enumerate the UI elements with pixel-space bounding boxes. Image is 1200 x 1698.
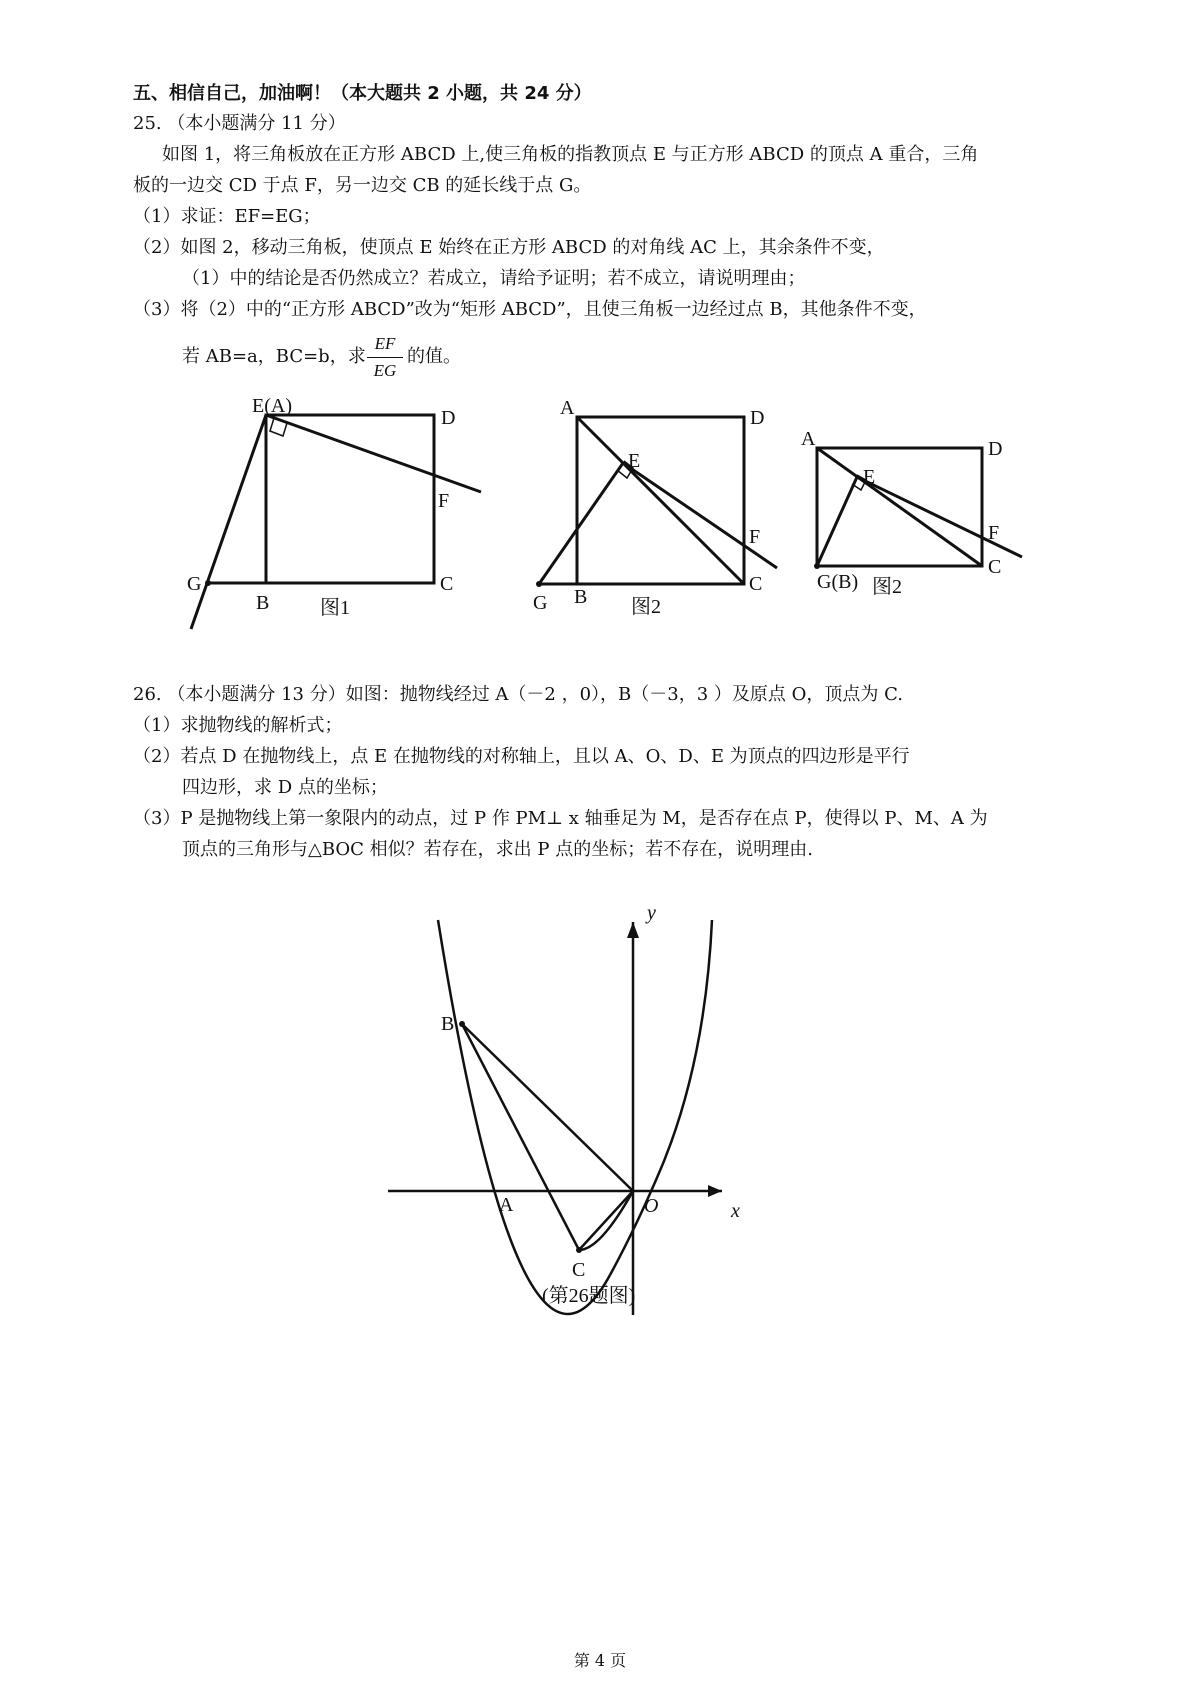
q26-line1: 26. （本小题满分 13 分）如图：抛物线经过 A（－2 ，0），B（－3，3 ）及原点 O，顶点为 C.: [133, 684, 903, 705]
fig1-label-ea: E(A): [252, 395, 292, 417]
q25-header: 25. （本小题满分 11 分）: [133, 113, 346, 134]
label-a: A: [499, 1194, 514, 1216]
fig1-label-d: D: [441, 407, 456, 429]
q26-part2-line2: 四边形，求 D 点的坐标；: [182, 777, 388, 798]
label-y: y: [647, 902, 656, 924]
fraction-numerator: EF: [374, 334, 396, 353]
fraction-denominator: EG: [373, 361, 397, 380]
parabola-right: [610, 920, 712, 1275]
fig3-caption: 图2: [872, 576, 902, 598]
point-c: [576, 1247, 582, 1253]
segment-co: [579, 1191, 633, 1250]
fig3-label-a: A: [801, 428, 816, 450]
fig3-line-eb: [817, 477, 857, 566]
q26-part1: （1）求抛物线的解析式；: [133, 715, 343, 736]
fig2-label-b: B: [574, 586, 588, 608]
q26-part3-line2: 顶点的三角形与△BOC 相似？若存在，求出 P 点的坐标；若不存在，说明理由.: [182, 839, 813, 860]
label-c: C: [572, 1259, 586, 1281]
fig3-label-c: C: [988, 556, 1002, 578]
x-axis-arrow: [708, 1185, 722, 1197]
label-x: x: [731, 1200, 740, 1222]
fig1-label-c: C: [440, 573, 454, 595]
q25-part3-line2-suffix: 的值。: [407, 346, 461, 367]
section-title: 五、相信自己，加油啊！（本大题共 2 小题，共 24 分）: [133, 83, 592, 104]
fig2-label-e: E: [628, 450, 641, 472]
fig3-line-ef: [857, 477, 1022, 557]
y-axis-arrow: [627, 922, 639, 938]
figure-26-caption: (第26题图): [542, 1285, 636, 1307]
q25-intro-line1: 如图 1，将三角板放在正方形 ABCD 上,使三角板的指教顶点 E 与正方形 ABCD 的顶点 A 重合，三角: [162, 144, 979, 165]
fig1-label-g: G: [187, 573, 202, 595]
q25-part3-line2-prefix: 若 AB=a，BC=b，求: [182, 346, 366, 367]
q25-part2-line2: （1）中的结论是否仍然成立？若成立，请给予证明；若不成立，请说明理由；: [182, 268, 806, 289]
fig2-label-d: D: [750, 407, 765, 429]
q25-part2-line1: （2）如图 2，移动三角板，使顶点 E 始终在正方形 ABCD 的对角线 AC 上，其余条件不变，: [133, 237, 885, 258]
fig2-label-f: F: [749, 526, 761, 548]
label-b: B: [441, 1013, 455, 1035]
fig1-label-f: F: [438, 490, 450, 512]
q25-part3-line1: （3）将（2）中的“正方形 ABCD”改为“矩形 ABCD”，且使三角板一边经过点 B，其他条件不变，: [133, 299, 927, 320]
point-b: [459, 1021, 465, 1027]
fig2-caption: 图2: [631, 596, 661, 618]
q26-part2-line1: （2）若点 D 在抛物线上，点 E 在抛物线的对称轴上，且以 A、O、D、E 为顶点的四边形是平行: [133, 746, 910, 767]
fig3-label-e: E: [863, 466, 876, 488]
fig3-point-gb: [814, 563, 820, 569]
q25-intro-line2: 板的一边交 CD 于点 F，另一边交 CB 的延长线于点 G。: [133, 175, 592, 196]
fig2-label-a: A: [560, 397, 575, 419]
fig2-label-c: C: [749, 573, 763, 595]
fig3-label-d: D: [988, 438, 1003, 460]
fig1-caption: 图1: [320, 597, 350, 619]
fig2-label-g: G: [533, 592, 548, 614]
label-o: O: [644, 1195, 659, 1217]
fig3-label-f: F: [988, 522, 1000, 544]
fig1-label-b: B: [256, 592, 270, 614]
figure-3: [0, 0, 1200, 700]
figure-26: [0, 860, 1200, 1320]
q26-part3-line1: （3）P 是抛物线上第一象限内的动点，过 P 作 PM⊥ x 轴垂足为 M，是否存在点 P，使得以 P、M、A 为: [133, 808, 988, 829]
fig3-diagonal-ac: [817, 448, 982, 566]
parabola-left: [438, 920, 610, 1314]
q25-part1: （1）求证：EF=EG；: [133, 206, 321, 227]
fig3-label-gb: G(B): [817, 571, 859, 593]
page-number: 第 4 页: [573, 1651, 627, 1670]
